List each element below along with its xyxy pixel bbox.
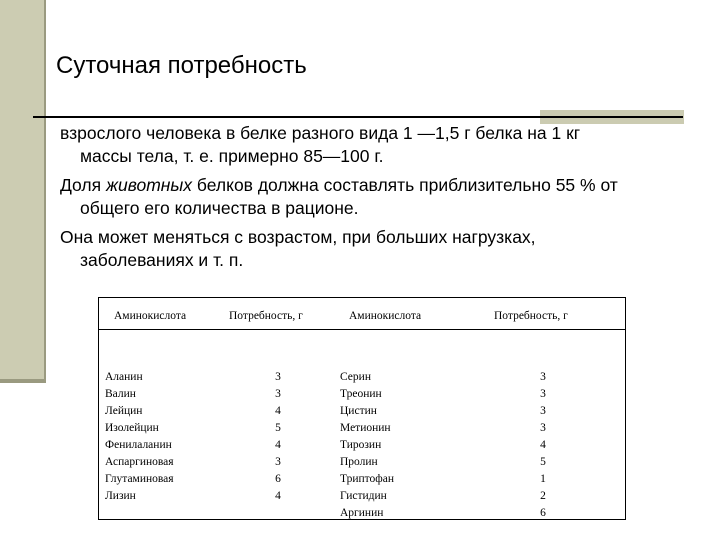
requirement-value: 3 bbox=[540, 388, 546, 400]
requirement-value: 4 bbox=[275, 490, 281, 502]
table-header-requirement-2: Потребность, г bbox=[494, 310, 568, 322]
requirement-value: 5 bbox=[275, 422, 281, 434]
amino-acid-name: Пролин bbox=[340, 456, 378, 468]
slide-title: Суточная потребность bbox=[56, 52, 307, 79]
amino-acid-name: Глутаминовая bbox=[105, 473, 174, 485]
paragraph-2 bbox=[60, 174, 700, 220]
amino-acid-name: Валин bbox=[105, 388, 136, 400]
amino-acid-name: Цистин bbox=[340, 405, 377, 417]
table-header-amino-acid-2: Аминокислота bbox=[349, 310, 422, 322]
paragraph-2-post: белков должна составлять приблизительно 55 % от bbox=[192, 175, 618, 195]
body-text bbox=[60, 122, 700, 278]
requirement-value: 6 bbox=[275, 473, 281, 485]
amino-acid-name: Изолейцин bbox=[105, 422, 159, 434]
paragraph-1-line-2: массы тела, т. е. примерно 85—100 г. bbox=[80, 146, 384, 166]
paragraph-2-pre: Доля bbox=[60, 175, 106, 195]
paragraph-3-line-2: заболеваниях и т. п. bbox=[80, 250, 244, 270]
amino-acid-name: Лизин bbox=[105, 490, 136, 502]
amino-acid-name: Серин bbox=[340, 371, 371, 383]
amino-acid-table bbox=[98, 297, 626, 520]
requirement-value: 1 bbox=[540, 473, 546, 485]
requirement-value: 2 bbox=[540, 490, 546, 502]
left-values-column bbox=[268, 369, 288, 505]
requirement-value: 3 bbox=[275, 371, 281, 383]
requirement-value: 3 bbox=[540, 405, 546, 417]
amino-acid-name: Тирозин bbox=[340, 439, 382, 451]
requirement-value: 3 bbox=[275, 388, 281, 400]
requirement-value: 6 bbox=[540, 507, 546, 519]
amino-acid-name: Аспаргиновая bbox=[105, 456, 174, 468]
amino-acid-name: Метионин bbox=[340, 422, 391, 434]
amino-acid-name: Аланин bbox=[105, 371, 143, 383]
amino-acid-name: Фенилаланин bbox=[105, 439, 172, 451]
requirement-value: 4 bbox=[275, 439, 281, 451]
requirement-value: 3 bbox=[540, 422, 546, 434]
requirement-value: 5 bbox=[540, 456, 546, 468]
table-header-amino-acid-1: Аминокислота bbox=[114, 310, 187, 322]
amino-acid-name: Аргинин bbox=[340, 507, 384, 519]
table-header-requirement-1: Потребность, г bbox=[229, 310, 303, 322]
paragraph-1 bbox=[60, 122, 700, 168]
right-names-column bbox=[340, 369, 394, 522]
amino-acid-name: Триптофан bbox=[340, 473, 394, 485]
left-names-column bbox=[105, 369, 174, 505]
requirement-value: 4 bbox=[540, 439, 546, 451]
paragraph-2-line-2: общего его количества в рационе. bbox=[80, 198, 359, 218]
paragraph-1-line-1: взрослого человека в белке разного вида 1 —1,5 г белка на 1 кг bbox=[60, 123, 581, 143]
amino-acid-name: Треонин bbox=[340, 388, 382, 400]
left-decorative-bar bbox=[0, 0, 46, 383]
table-header-divider bbox=[99, 329, 625, 330]
requirement-value: 4 bbox=[275, 405, 281, 417]
requirement-value: 3 bbox=[275, 456, 281, 468]
title-rule bbox=[33, 116, 683, 118]
paragraph-2-italic: животных bbox=[105, 175, 193, 195]
paragraph-3 bbox=[60, 226, 700, 272]
requirement-value: 3 bbox=[540, 371, 546, 383]
right-values-column bbox=[533, 369, 553, 522]
amino-acid-name: Гистидин bbox=[340, 490, 387, 502]
amino-acid-name: Лейцин bbox=[105, 405, 143, 417]
paragraph-3-line-1: Она может меняться с возрастом, при больших нагрузках, bbox=[60, 227, 536, 247]
